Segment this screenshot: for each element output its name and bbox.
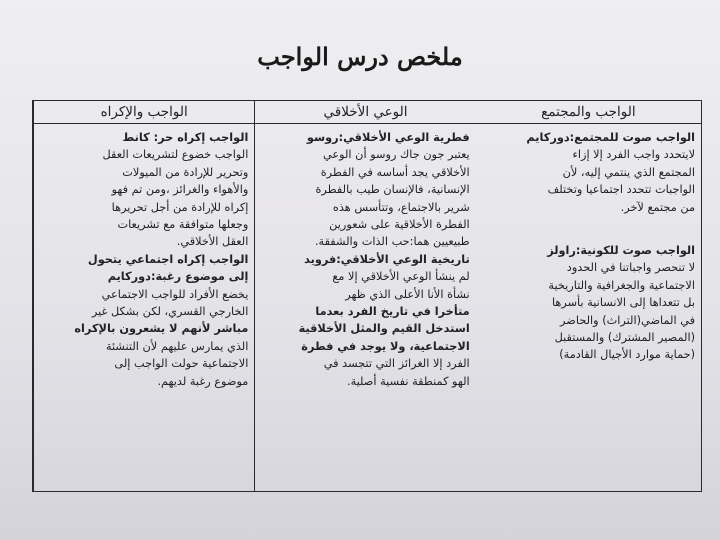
text-line: الفطرة الأخلاقية على شعورين (329, 218, 470, 232)
text-line: الفرد إلا الغرائز التي تتجسد في (323, 357, 470, 371)
text-line: لايتحدد واجب الفرد إلا إزاء (572, 148, 696, 162)
column-body (255, 124, 475, 390)
section-heading (40, 129, 248, 146)
column-body (476, 124, 701, 364)
section-heading (261, 129, 469, 146)
text-line: متأخرا في تاريخ الفرد بعدما (315, 305, 470, 319)
paragraph (261, 146, 469, 250)
text-line: موضوع رغبة لديهم. (157, 374, 249, 388)
text-line: الواجب إكراه حر: كانط (122, 131, 249, 144)
text-line: الأخلاقي يجد أساسه في الفطرة (320, 165, 470, 179)
text-line: الاجتماعية، ولا يوجد في فطرة (301, 339, 470, 353)
text-line: الواجب إكراه اجتماعي يتحول (87, 252, 249, 266)
text-line: الخارجي القسري، لكن بشكل غير (91, 305, 249, 319)
text-line: من مجتمع لآخر. (620, 200, 696, 214)
section-heading (261, 251, 469, 268)
paragraph (40, 338, 248, 390)
text-line: الواجب صوت للمجتمع:دوركايم (526, 131, 696, 144)
column-header: الوعي الأخلاقي (255, 101, 475, 124)
text-line: لا تنحصر واجباتنا في الحدود (566, 261, 696, 275)
column-duty-and-coercion (33, 101, 254, 491)
column-body (34, 124, 254, 390)
column-header: الواجب والمجتمع (476, 101, 701, 124)
text-line: إلى موضوع رغبة:دوركايم (107, 270, 249, 284)
text-line: شرير بالاجتماع، وتتأسس هذه (332, 200, 470, 214)
paragraph (482, 259, 695, 363)
section-heading (482, 129, 695, 146)
text-line: (المصير المشترك) والمستقبل (554, 331, 696, 345)
text-line: الهو كمنطقة نفسية أصلية. (347, 374, 470, 388)
text-line: لم ينشأ الوعي الأخلاقي إلا مع (332, 270, 470, 284)
document-title: ملخص درس الواجب (257, 42, 463, 71)
section-heading (40, 320, 248, 337)
text-line: الاجتماعية والجغرافية والتاريخية (548, 278, 696, 292)
text-line: والأهواء والغرائز ،ومن تم فهو (111, 183, 249, 197)
text-line: العقل الأخلاقي. (176, 235, 249, 249)
text-line: يخضع الأفراد للواجب الاجتماعي (101, 287, 249, 301)
text-line: وجعلها متوافقة مع تشريعات (117, 218, 249, 232)
column-header: الواجب والإكراه (34, 101, 254, 124)
paragraph (261, 355, 469, 390)
text-line: نشأة الأنا الأعلى الذي ظهر (345, 287, 470, 301)
column-moral-conscience (254, 101, 475, 491)
paragraph (261, 268, 469, 303)
text-line: تاريخية الوعي الأخلاقي:فرويد (304, 252, 470, 266)
paragraph (40, 146, 248, 250)
text-line: المجتمع الذي ينتمي إليه، لأن (562, 165, 696, 179)
text-line: (حماية موارد الأجيال القادمة) (559, 348, 696, 362)
summary-table (32, 100, 702, 492)
text-line: الاجتماعية حولت الواجب إلى (114, 357, 249, 371)
text-line: يعتبر جون جاك روسو أن الوعي (323, 148, 470, 162)
text-line: إكراه للإرادة من أجل تحريرها (111, 200, 249, 214)
text-line: طبيعيين هما:حب الذات والشفقة. (314, 235, 470, 249)
text-line: الواجب صوت للكونية:راولز (547, 244, 696, 258)
column-duty-and-society (476, 101, 701, 491)
section-heading (40, 251, 248, 286)
section-heading (261, 303, 469, 355)
section-heading (482, 242, 695, 259)
text-line: الإنسانية، فالإنسان طيب بالفطرة (315, 183, 470, 197)
text-line: الواجبات تتحدد اجتماعيا وتختلف (547, 183, 696, 197)
text-line: الذي يمارس عليهم لأن التنشئة (105, 339, 249, 353)
text-line: في الماضي(التراث) والحاضر (560, 313, 696, 327)
paragraph (40, 286, 248, 321)
paragraph (482, 146, 695, 216)
text-line: بل تتعداها إلى الانسانية بأسرها (551, 296, 696, 310)
text-line: الواجب خضوع لتشريعات العقل (102, 148, 249, 162)
text-line: فطرية الوعي الأخلاقي:روسو (306, 131, 470, 144)
text-line: استدخل القيم والمثل الأخلاقية (298, 322, 470, 336)
text-line: مباشر لأنهم لا يشعرون بالإكراه (74, 322, 249, 336)
text-line: وتحرير للإرادة من الميولات (122, 165, 249, 179)
